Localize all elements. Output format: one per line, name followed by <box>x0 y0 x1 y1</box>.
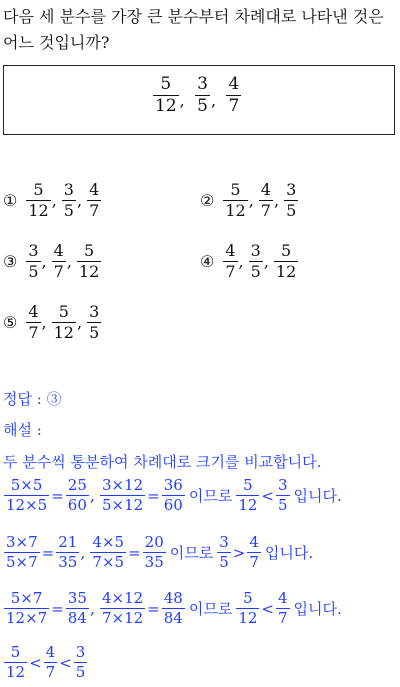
solution-intro: 두 분수씩 통분하여 차례대로 크기를 비교합니다. <box>3 453 322 471</box>
given-fractions-box <box>3 65 395 135</box>
option-3[interactable]: ③ $\frac{3}{5}$ , $\frac{4}{7}$ , $\frac{5}{12}$ <box>3 241 100 281</box>
solution-final: $\frac{5}{12}$ < $\frac{4}{7}$ < $\frac{3}{5}$ <box>6 643 86 681</box>
solution-line-1: $\frac{5\times 5}{12\times 5}$ = $\frac{25}{60}$ , $\frac{3\times 12}{5\times 12}$ = $\frac{36}{60}$ 이므로 $\frac{5}{12}$ < $\frac{3}{5}$ 입니다. <box>6 476 342 514</box>
option-2[interactable]: ② $\frac{5}{12}$ , $\frac{4}{7}$ , $\frac{3}{5}$ <box>200 180 297 220</box>
fraction: $\frac{5}{12}$ <box>155 74 177 116</box>
option-1[interactable]: ① $\frac{5}{12}$ , $\frac{3}{5}$ , $\frac{4}{7}$ <box>3 180 100 220</box>
option-5[interactable]: ⑤ $\frac{4}{7}$ , $\frac{5}{12}$ , $\frac{3}{5}$ <box>3 302 100 342</box>
option-4[interactable]: ④ $\frac{4}{7}$ , $\frac{3}{5}$ , $\frac{5}{12}$ <box>200 241 297 281</box>
explanation-label: 해설 : <box>3 421 42 439</box>
solution-line-2: $\frac{3\times 7}{5\times 7}$ = $\frac{21}{35}$ , $\frac{4\times 5}{7\times 5}$ = $\frac{20}{35}$ 이므로 $\frac{3}{5}$ > $\frac{4}{7}$ 입니다. <box>6 533 314 571</box>
given-fractions: $\frac{5}{12}$ , $\frac{3}{5}$ , $\frac{4}{7}$ <box>155 74 240 116</box>
answer-label: 정답 : ③ <box>3 390 62 408</box>
fraction: $\frac{3}{5}$ <box>197 74 208 116</box>
fraction: $\frac{4}{7}$ <box>228 74 240 116</box>
question-text: 다음 세 분수를 가장 큰 분수부터 차례대로 나타낸 것은 어느 것입니까? <box>3 7 384 52</box>
solution-line-3: $\frac{5\times 7}{12\times 7}$ = $\frac{35}{84}$ , $\frac{4\times 12}{7\times 12}$ = $\frac{48}{84}$ 이므로 $\frac{5}{12}$ < $\frac{4}{7}$ 입니다. <box>6 589 342 627</box>
